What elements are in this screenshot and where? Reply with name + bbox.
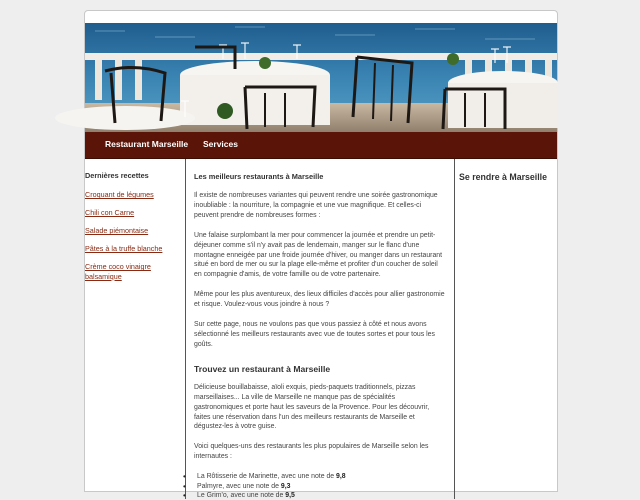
list-item-score: 9,5 — [285, 491, 295, 499]
main-nav — [85, 132, 557, 159]
paragraph: Voici quelques-uns des restaurants les plus populaires de Marseille selon les internautes : — [194, 443, 429, 461]
getting-there-heading: Se rendre à Marseille — [459, 172, 548, 182]
recipe-link[interactable]: Chili con Carne — [85, 208, 135, 217]
nav-item-restaurant-marseille[interactable]: Restaurant Marseille — [105, 139, 189, 149]
page-container — [84, 10, 558, 500]
paragraph: Même pour les plus aventureux, des lieux difficiles d'accès pour allier gastronomie et risque. Voulez-vous vous joindre à nous ? — [194, 291, 445, 309]
bullet-icon: • — [183, 481, 186, 491]
recipe-link[interactable]: Crème coco vinaigre balsamique — [85, 262, 151, 281]
restaurant-list — [183, 472, 446, 500]
list-item — [183, 481, 446, 491]
article-title: Les meilleurs restaurants à Marseille — [194, 172, 324, 181]
section-subtitle: Trouvez un restaurant à Marseille — [194, 363, 331, 374]
paragraph: Délicieuse bouillabaisse, aïoli exquis, pieds-paquets traditionnels, pizzas marseillaises... La ville de Marseille ne manque pas de spécialités gastronomiques et porte haut les saveurs de la Provence. Pour les découvrir, faites une réservation dans l'un des meilleurs restaurants de Marseille et dégustez-les à votre guise. — [194, 383, 430, 431]
recipe-link[interactable]: Pâtes à la truffe blanche — [85, 244, 163, 253]
list-item-text: Le Grim'o, avec une note de — [197, 491, 286, 499]
main-content — [185, 159, 455, 499]
recipe-link[interactable]: Salade piémontaise — [85, 226, 149, 235]
list-item-text: La Rôtisserie de Marinette, avec une note de — [197, 473, 337, 481]
nav-item-services[interactable]: Services — [203, 139, 238, 149]
list-item-score: 9,8 — [336, 473, 346, 481]
list-item — [183, 490, 446, 500]
list-item-text: Palmyre, avec une note de — [197, 482, 281, 490]
recent-recipes-heading: Dernières recettes — [85, 171, 149, 180]
bullet-icon: • — [183, 472, 186, 482]
recipe-link[interactable]: Croquant de légumes — [85, 190, 154, 199]
list-item-score: 9,3 — [280, 482, 291, 490]
paragraph: Il existe de nombreuses variantes qui peuvent rendre une soirée gastronomique inoubliable : la nourriture, la compagnie et une vue magnifique. Et celles-ci peuvent prendre de nombreuses formes : — [194, 192, 438, 219]
paragraph: Une falaise surplombant la mer pour commencer la journée et prendre un petit-déjeuner comme s'il n'y avait pas de lendemain, manger sur le flanc d'une montagne enneigée par une froide journée d'hiver, ou manger dans un restaurant situé en bord de mer ou sur la plage elle-même et profiter d'un coucher de soleil en compagnie d'amis, de votre famille ou de votre partenaire. — [194, 231, 443, 279]
list-item — [183, 472, 446, 482]
bullet-icon: • — [183, 490, 186, 500]
paragraph: Sur cette page, nous ne voulons pas que vous passiez à côté et nous avons sélectionné les meilleurs restaurants avec vue de toutes sortes et pour tous les goûts. — [194, 321, 435, 348]
header-banner-image — [85, 23, 557, 132]
